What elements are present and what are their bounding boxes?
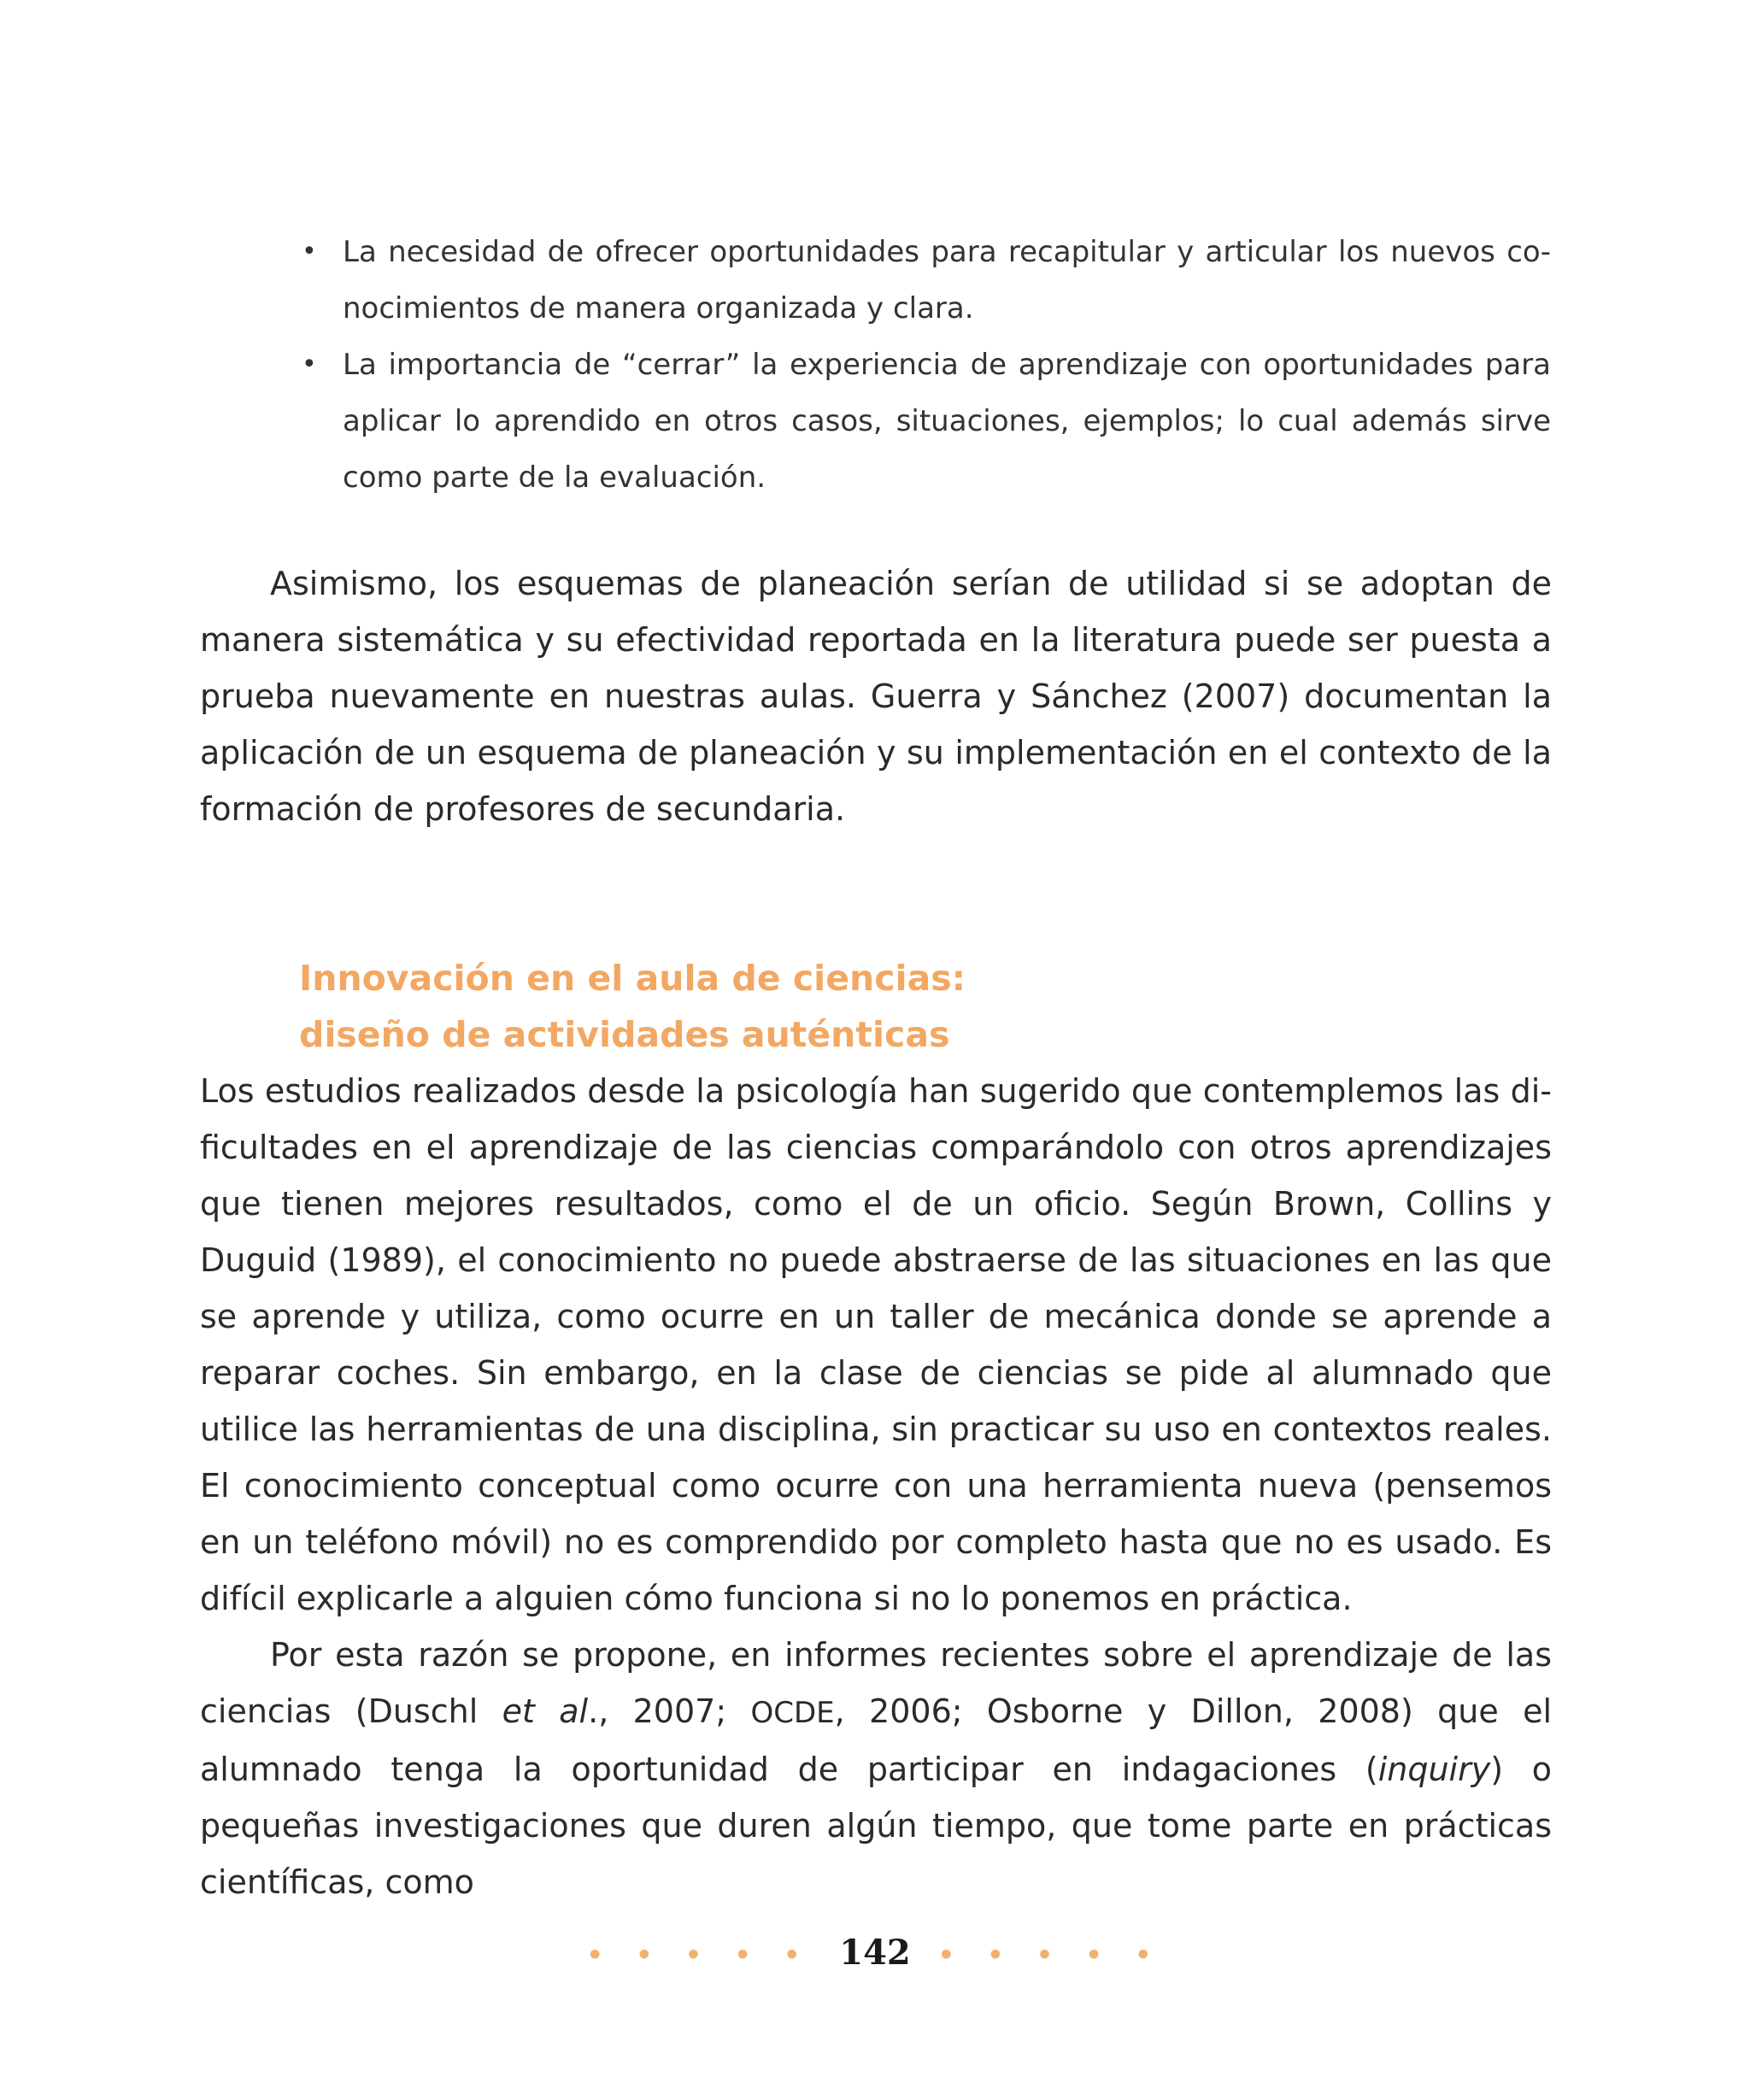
paragraph: Los estudios realizados desde la psicología han sugerido que contemplemos las dificultades en el aprendizaje de las ciencias comparándolo con otros aprendizajes que tienen mejores resultados, como el de un oficio. Según Brown, Collins y Duguid (1989), el conocimiento no puede abstraerse de las situaciones en las que se aprende y utiliza, como ocurre en un taller de mecánica donde se aprende a reparar coches. Sin embargo, en la clase de ciencias se pide al alumnado que utilice las herramientas de una disciplina, sin practicar su uso en contextos reales. El conocimiento conceptual como ocurre con una herramienta nueva (pensemos en un teléfono móvil) no es comprendido por completo hasta que no es usado. Es difícil explicarle a alguien cómo funciona si no lo ponemos en práctica. xyxy=(200,1072,1552,1617)
bullet-list xyxy=(295,224,1551,506)
page-number: 142 xyxy=(839,1933,911,1973)
bullet-icon: • xyxy=(302,349,317,379)
page-footer xyxy=(0,1933,1750,1973)
text-run: Por esta razón se propone, en informes recientes sobre el aprendizaje de las ciencias (Duschl xyxy=(200,1636,1552,1730)
heading-line-1: Innovación en el aula de ciencias: xyxy=(299,958,966,999)
paragraph-block-2 xyxy=(200,1063,1552,1910)
text-run: ) o pequeñas investigaciones que duren algún tiempo, que tome parte en prácticas científicas, como xyxy=(200,1751,1553,1901)
paragraph-block-1 xyxy=(200,555,1552,837)
dots-right-icon: • • • • • xyxy=(937,1940,1164,1971)
dots-left-icon: • • • • • xyxy=(586,1940,813,1971)
bullet-text: La necesidad de ofrecer oportunidades para recapitular y articular los nuevos conocimientos de manera organizada y clara. xyxy=(343,235,1551,326)
italic-text: et al xyxy=(502,1692,589,1730)
paragraph: Asimismo, los esquemas de planeación serían de utilidad si se adoptan de manera sistemática y su efectividad reportada en la literatura puede ser puesta a prueba nuevamente en nuestras aulas. Guerra y Sánchez (2007) documentan la aplicación de un esquema de planeación y su implementación en el contexto de la formación de profesores de secundaria. xyxy=(200,565,1552,828)
paragraph xyxy=(200,1627,1552,1910)
list-item xyxy=(295,337,1551,506)
italic-text: inquiry xyxy=(1377,1751,1491,1788)
list-item xyxy=(295,224,1551,337)
text-run: ., 2007; xyxy=(588,1692,751,1730)
bullet-icon: • xyxy=(302,237,317,267)
text-run: , 2006; Osborne y Dillon, 2008) que el alumnado tenga la oportunidad de participar en indagaciones ( xyxy=(200,1692,1553,1788)
heading-line-2: diseño de actividades auténticas xyxy=(299,1014,950,1055)
section-heading xyxy=(299,950,966,1063)
bullet-text: La importancia de “cerrar” la experiencia de aprendizaje con oportunidades para aplicar lo aprendido en otros casos, situaciones, ejemplos; lo cual además sirve como parte de la evaluación. xyxy=(343,348,1551,495)
small-caps-text: OCDE xyxy=(750,1696,835,1730)
